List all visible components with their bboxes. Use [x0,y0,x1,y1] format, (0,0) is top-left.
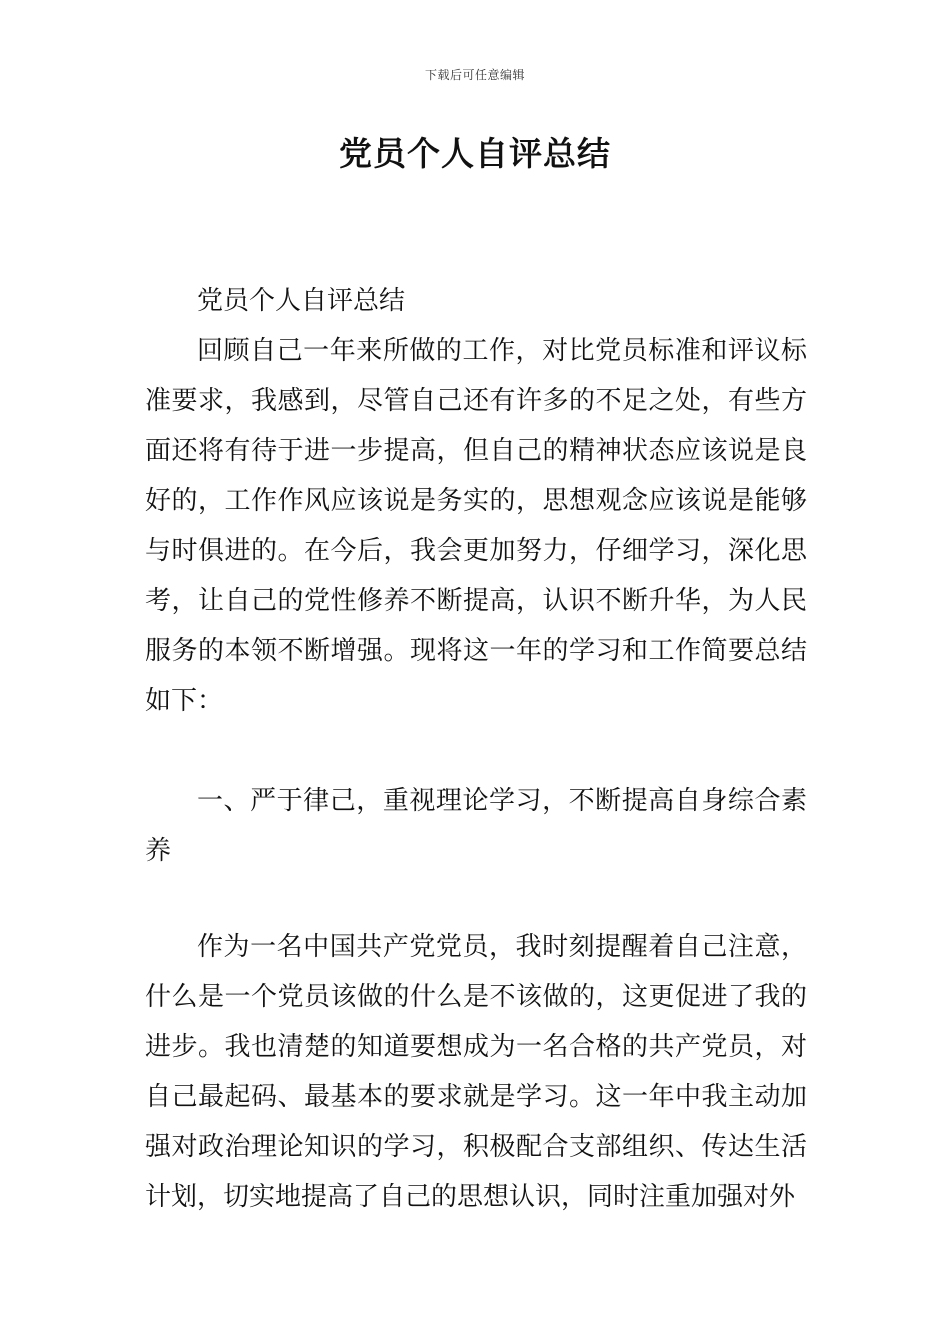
paragraph-section-1: 作为一名中国共产党党员，我时刻提醒着自己注意，什么是一个党员该做的什么是不该做的，这更促进了我的进步。我也清楚的知道要想成为一名合格的共产党员，对自己最起码、最基本的要求就是学习。这一年中我主动加强对政治理论知识的学习，积极配合支部组织、传达生活计划，切实地提高了自己的思想认识，同时注重加强对外 [145,932,807,1212]
paragraph-subtitle: 党员个人自评总结 [197,286,406,316]
paragraph-intro: 回顾自己一年来所做的工作，对比党员标准和评议标准要求，我感到，尽管自己还有许多的不足之处，有些方面还将有待于进一步提高，但自己的精神状态应该说是良好的，工作作风应该说是务实的，思想观念应该说是能够与时俱进的。在今后，我会更加努力，仔细学习，深化思考，让自己的党性修养不断提高，认识不断升华，为人民服务的本领不断增强。现将这一年的学习和工作简要总结如下： [145,336,807,716]
document-title: 党员个人自评总结 [339,134,611,173]
header-note: 下载后可任意编辑 [424,68,525,82]
section-heading-1: 一、严于律己，重视理论学习，不断提高自身综合素养 [145,786,807,866]
